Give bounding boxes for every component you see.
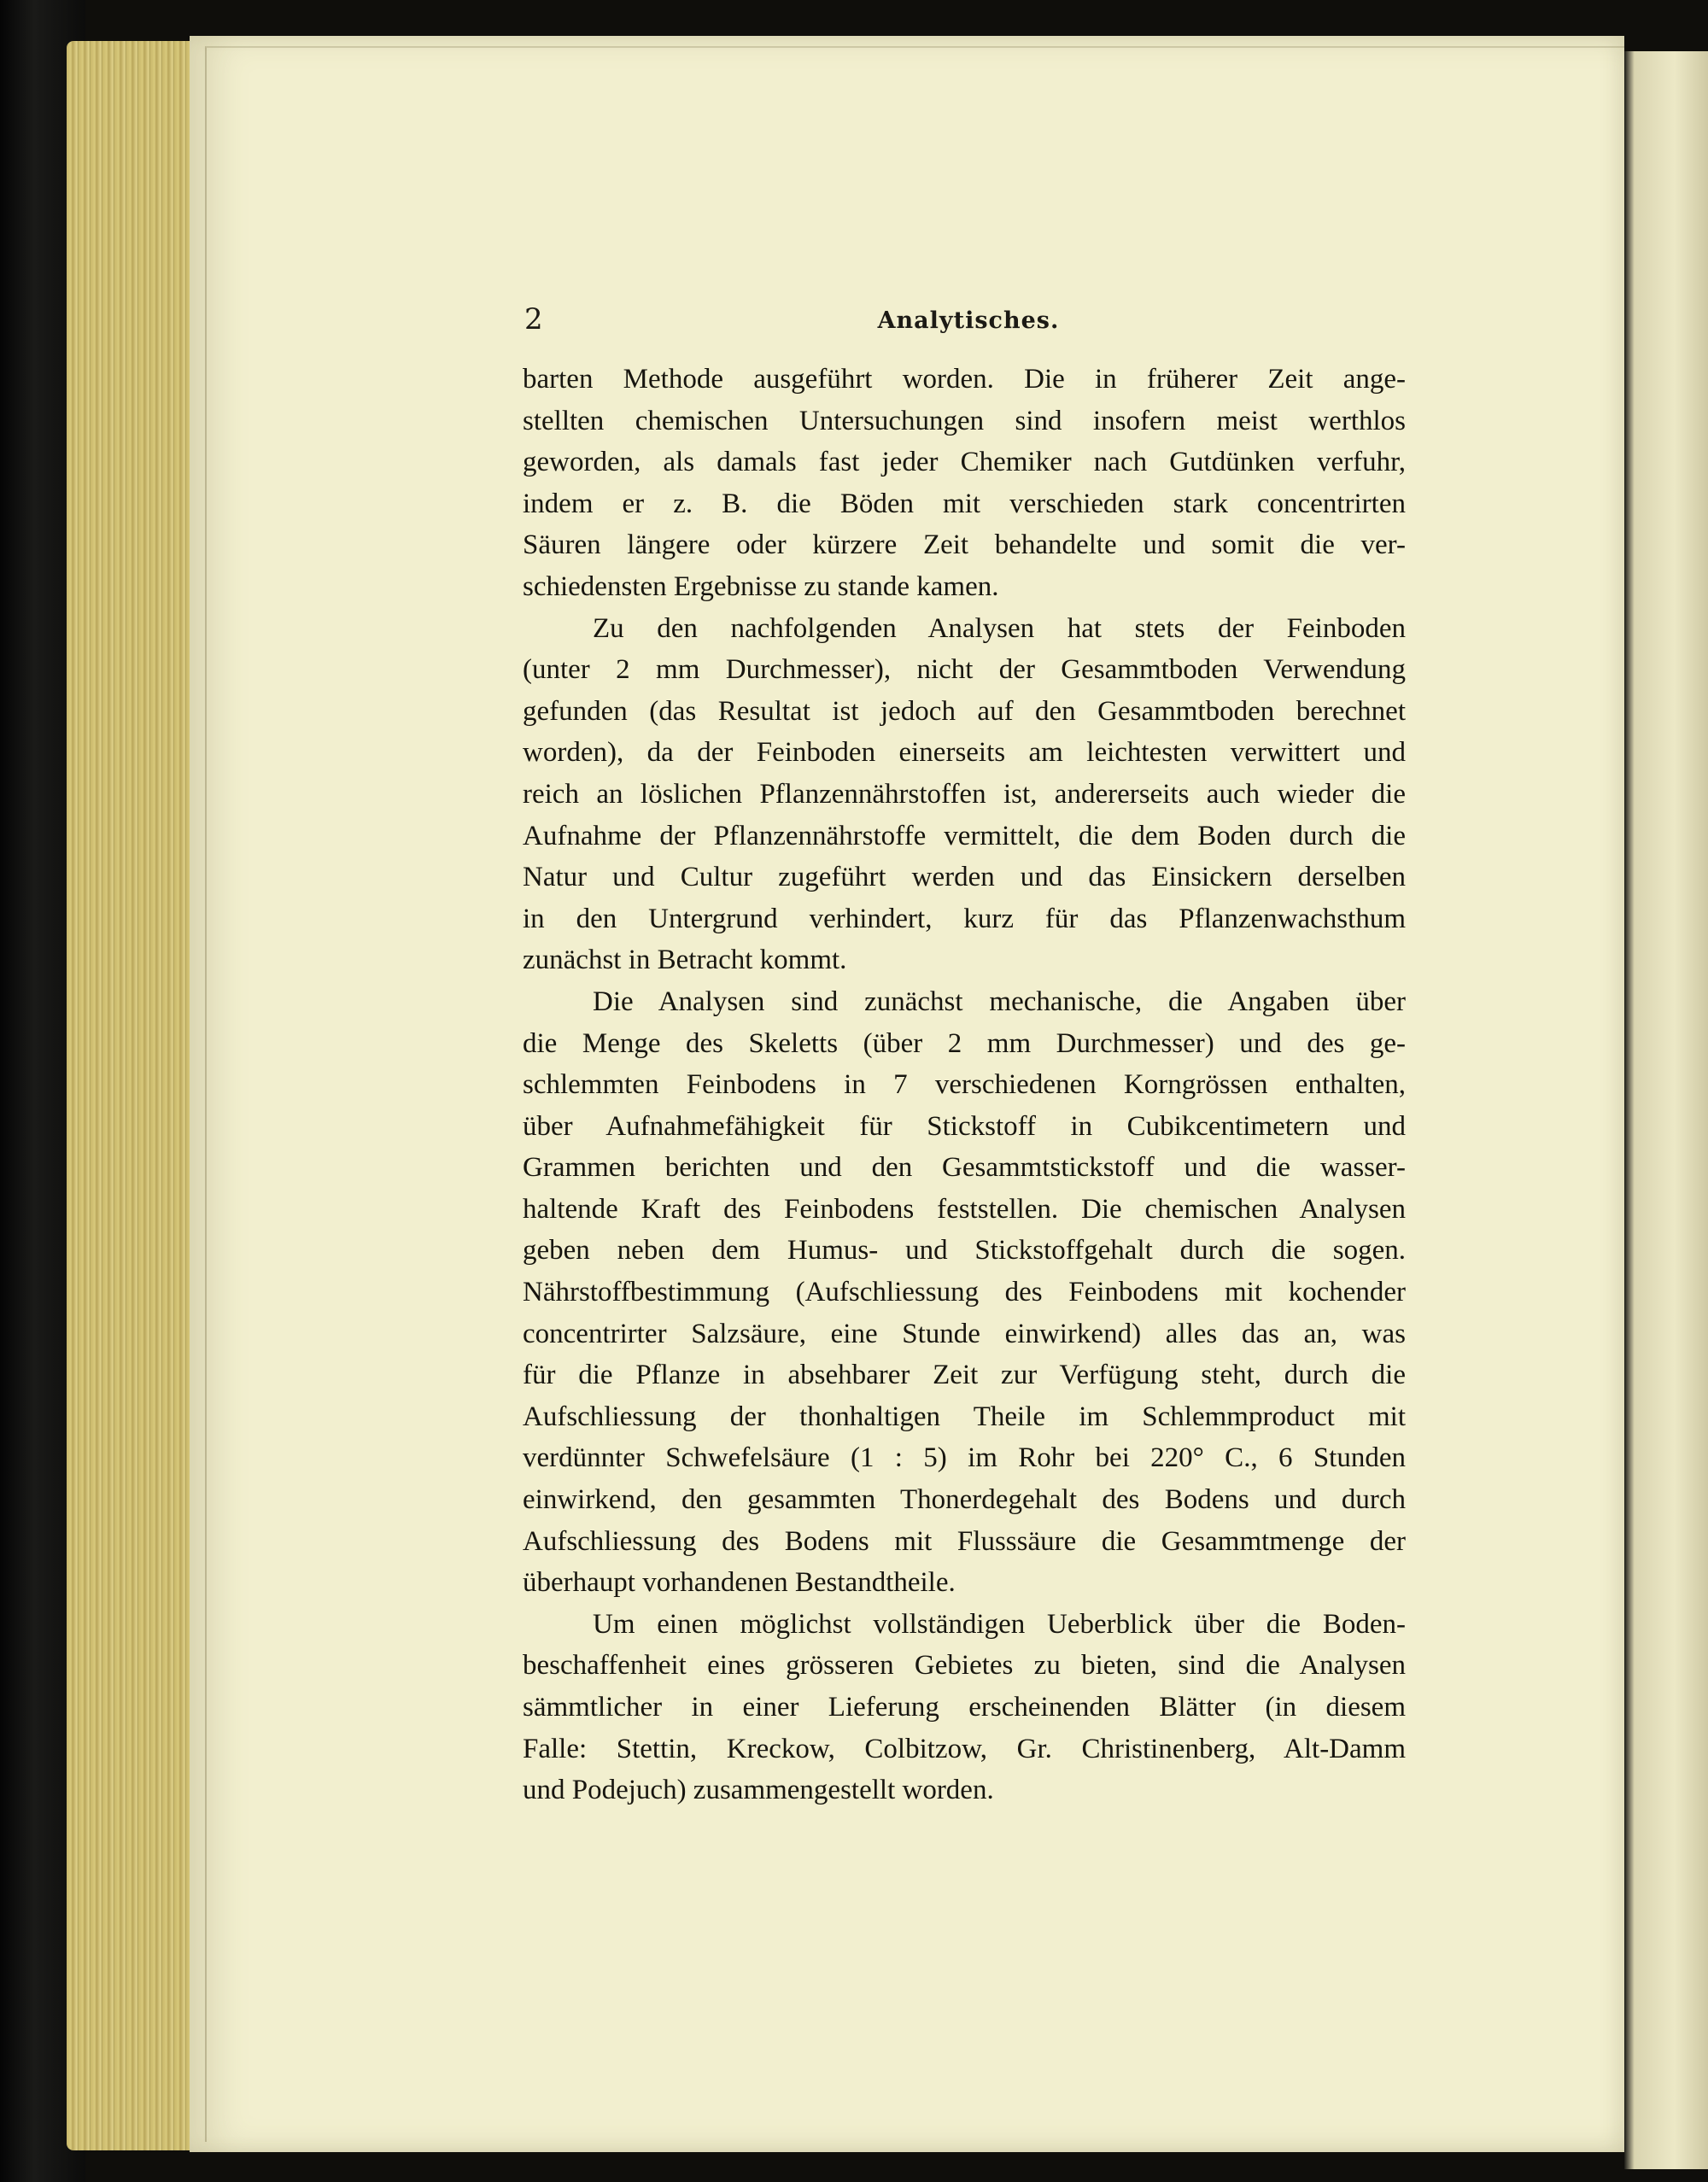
text-line: Säuren längere oder kürzere Zeit behandelte und somit die ver- xyxy=(523,529,1406,561)
page-edges xyxy=(67,41,203,2150)
text-line: Nährstoffbestimmung (Aufschliessung des Feinbodens mit kochender xyxy=(523,1277,1406,1308)
text-line: stellten chemischen Untersuchungen sind insofern meist werthlos xyxy=(523,405,1406,436)
text-line: und Podejuch) zusammengestellt worden. xyxy=(523,1775,994,1806)
text-line: Natur und Cultur zugeführt werden und das Einsickern derselben xyxy=(523,862,1406,893)
text-line: Die Analysen sind zunächst mechanische, die Angaben über xyxy=(593,986,1406,1017)
text-line: Zu den nachfolgenden Analysen hat stets der Feinboden xyxy=(593,612,1406,644)
text-line: Aufschliessung des Bodens mit Flusssäure die Gesammtmenge der xyxy=(523,1525,1406,1557)
page-header xyxy=(524,301,1413,338)
text-line: schlemmten Feinbodens in 7 verschiedenen Korngrössen enthalten, xyxy=(523,1069,1406,1101)
text-line: einwirkend, den gesammten Thonerdegehalt des Bodens und durch xyxy=(523,1484,1406,1516)
text-line: für die Pflanze in absehbarer Zeit zur Verfügung steht, durch die xyxy=(523,1360,1406,1391)
text-line: schiedensten Ergebnisse zu stande kamen. xyxy=(523,570,999,602)
running-head: Analytisches. xyxy=(877,307,1060,334)
text-line: (unter 2 mm Durchmesser), nicht der Gesammtboden Verwendung xyxy=(523,654,1406,686)
text-line: Aufschliessung der thonhaltigen Theile im Schlemmproduct mit xyxy=(523,1401,1406,1432)
page-number: 2 xyxy=(524,302,543,336)
paragraph xyxy=(523,981,1406,1604)
facing-page-edge xyxy=(1624,51,1708,2169)
text-line: worden), da der Feinboden einerseits am leichtesten verwittert und xyxy=(523,737,1406,769)
text-line: Um einen möglichst vollständigen Ueberblick über die Boden- xyxy=(593,1608,1406,1640)
text-line: verdünnter Schwefelsäure (1 : 5) im Rohr bei 220° C., 6 Stunden xyxy=(523,1442,1406,1474)
text-line: concentrirter Salzsäure, eine Stunde einwirkend) alles das an, was xyxy=(523,1318,1406,1349)
paragraph xyxy=(523,359,1406,608)
text-line: haltende Kraft des Feinbodens feststellen. Die chemischen Analysen xyxy=(523,1193,1406,1225)
paragraph xyxy=(523,608,1406,981)
paragraph xyxy=(523,1604,1406,1811)
text-line: Aufnahme der Pflanzennährstoffe vermittelt, die dem Boden durch die xyxy=(523,820,1406,851)
text-line: gefunden (das Resultat ist jedoch auf den Gesammtboden berechnet xyxy=(523,695,1406,727)
text-line: Grammen berichten und den Gesammtstickstoff und die wasser- xyxy=(523,1152,1406,1184)
text-line: geben neben dem Humus- und Stickstoffgehalt durch die sogen. xyxy=(523,1235,1406,1266)
text-line: über Aufnahmefähigkeit für Stickstoff in Cubikcentimetern und xyxy=(523,1110,1406,1142)
text-line: barten Methode ausgeführt worden. Die in früherer Zeit ange- xyxy=(523,364,1406,395)
text-line: in den Untergrund verhindert, kurz für das Pflanzenwachsthum xyxy=(523,903,1406,934)
text-line: die Menge des Skeletts (über 2 mm Durchmesser) und des ge- xyxy=(523,1027,1406,1059)
text-line: geworden, als damals fast jeder Chemiker nach Gutdünken verfuhr, xyxy=(523,447,1406,478)
text-line: zunächst in Betracht kommt. xyxy=(523,945,847,976)
text-line: Falle: Stettin, Kreckow, Colbitzow, Gr. Christinenberg, Alt-Damm xyxy=(523,1733,1406,1764)
text-line: beschaffenheit eines grösseren Gebietes zu bieten, sind die Analysen xyxy=(523,1650,1406,1682)
text-line: sämmtlicher in einer Lieferung erscheinenden Blätter (in diesem xyxy=(523,1692,1406,1723)
body-text xyxy=(523,359,1406,1811)
text-line: reich an löslichen Pflanzennährstoffen ist, andererseits auch wieder die xyxy=(523,778,1406,810)
text-line: überhaupt vorhandenen Bestandtheile. xyxy=(523,1567,956,1599)
text-line: indem er z. B. die Böden mit verschieden stark concentrirten xyxy=(523,488,1406,519)
